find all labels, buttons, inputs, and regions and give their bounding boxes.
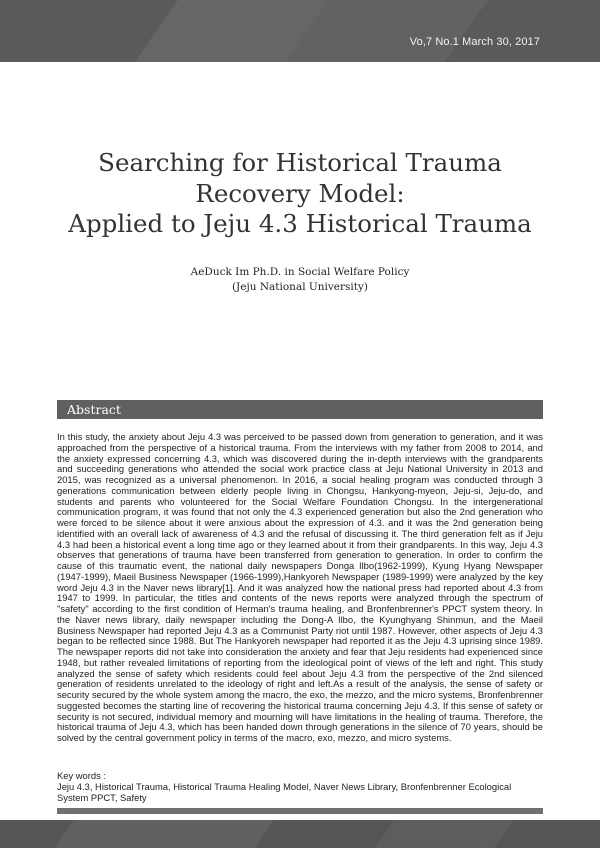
footer-stripe <box>352 820 528 848</box>
abstract-heading: Abstract <box>67 402 121 417</box>
title-line: Recovery Model: <box>195 178 405 208</box>
title-line: Applied to Jeju 4.3 Historical Trauma <box>68 209 532 238</box>
keywords-heading: Key words : <box>57 770 106 781</box>
author-name: AeDuck Im Ph.D. in Social Welfare Policy <box>190 266 410 278</box>
title-line: Searching for Historical Trauma <box>98 148 502 177</box>
footer-stripe <box>32 820 288 848</box>
author-affiliation: (Jeju National University) <box>231 281 369 293</box>
paper-title <box>40 148 560 240</box>
abstract-heading-bar <box>57 400 543 419</box>
abstract-body: In this study, the anxiety about Jeju 4.3 was perceived to be passed down from generation to generation, and it was approached from the perspective of a historical trauma. From the interviews with my father from 2008 to 2014, and the anxiety expressed concerning 4.3, which was discovered during the in-depth interviews with the grandparents and succeeding generations who attended the social work practice class at Jeju National University in 2013 and 2015, was recognized as a universal phenomenon. In 2016, a social healing program was conducted through 3 generations communication between elderly people living in Chongsu, Hankyong-myeon, Jeju-si, Jeju-do, and students and parents who volunteered for the Social Welfare Foundation Chongsu. In the intergenerational communication program, it was found that not only the 4.3 experienced generation but also the 2nd generation who were forced to be silence about it were anxious about the expression of 4.3. and it was the 2nd generation being identified with an overall lack of awareness of 4.3 and the refusal of discussing it. The third generation felt as if Jeju 4.3 had been a historical event a long time ago or they learned about it from their grandparents. In this way, Jeju 4.3 observes that generations of trauma have been transferred from generation to generation. In order to confirm the cause of this traumatic event, the national daily newspapers Donga Ilbo(1962-1999), Kyung Hyang Newspaper (1947-1999), Maeil Business Newspaper (1966-1999),Hankyoreh Newspaper (1989-1999) were analyzed by the key word Jeju 4.3 in the Naver news library[1]. And it was analyzed how the national press had reported about 4.3 from 1947 to 1999. In particular, the titles and contents of the news reports were analyzed through the spectrum of "safety" according to the first condition of Herman's trauma healing, and Bronfenbrenner's PPCT system theory. In the Naver news library, daily newspaper including the Dong-A Ilbo, the Kyunghyang Shinmun, and the Maeil Business Newspaper had reported Jeju 4.3 as a Communist Party riot until 1987. However, other aspects of Jeju 4.3 began to be reflected since 1988. But The Hankyoreh newspaper had reported it as the Jeju 4.3 uprising since 1989. The newspaper reports did not take into consideration the anxiety and fear that Jeju residents had experienced since 1948, but rather revealed limitations of reporting from the ideological point of views of the left and right. This study analyzed the sense of safety which residents could feel about Jeju 4.3 from the perspective of the 2nd silenced generation of residents unrelated to the ideology of right and left.As a result of the analysis, the sense of safety or security secured by the whole system among the macro, the exo, the mezzo, and the micro systems, Bronfenbrenner suggested becomes the starting line of recovering the historical trauma concerning Jeju 4.3. If this sense of safety or security is not secured, individual memory and mourning will have limitations in the healing of trauma. Therefore, the historical trauma of Jeju 4.3, which has been handed down through generations in the silence of 70 years, should be solved by the central government policy in terms of the macro, exo, mezzo, and micro systems. <box>57 431 543 743</box>
bottom-rule <box>57 808 543 814</box>
keywords-list: Jeju 4.3, Historical Trauma, Historical Trauma Healing Model, Naver News Library, Bronfenbrenner Ecological System PPCT, Safety <box>57 781 512 803</box>
header-band <box>0 0 600 62</box>
author-block <box>40 265 560 295</box>
issue-info: Vo,7 No.1 March 30, 2017 <box>409 36 540 48</box>
footer-band <box>0 820 600 848</box>
